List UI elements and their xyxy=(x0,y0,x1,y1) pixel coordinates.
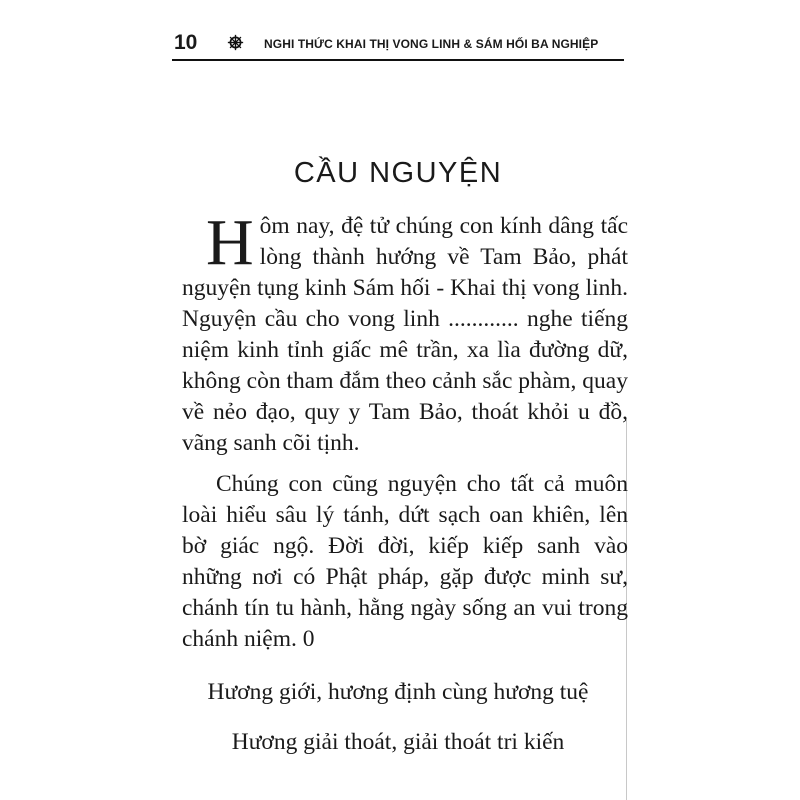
paragraph-1-text: ôm nay, đệ tử chúng con kính dâng tấc lòng thành hướng về Tam Bảo, phát nguyện tụng kinh Sám hối - Khai thị vong linh. Nguyện cầu cho vong linh ............ nghe tiếng niệm kinh tỉnh giấc mê trần, xa lìa đường dữ, không còn tham đắm theo cảnh sắc phàm, quay về nẻo đạo, quy y Tam Bảo, thoát khỏi u đồ, vãng sanh cõi tịnh. xyxy=(182,213,628,456)
page-number: 10 xyxy=(174,31,198,54)
header-divider xyxy=(172,59,624,61)
paragraph-2: Chúng con cũng nguyện cho tất cả muôn loài hiểu sâu lý tánh, dứt sạch oan khiên, lên bờ giác ngộ. Đời đời, kiếp kiếp sanh vào những nơi có Phật pháp, gặp được minh sư, chánh tín tu hành, hằng ngày sống an vui trong chánh niệm. 0 xyxy=(182,471,628,652)
drop-cap: H xyxy=(206,206,254,279)
paragraph-1 xyxy=(182,206,628,459)
running-title: NGHI THỨC KHAI THỊ VONG LINH & SÁM HỐI BA NGHIỆP xyxy=(264,37,599,51)
dharma-wheel-icon xyxy=(227,34,244,51)
verse-line-1: Hương giới, hương định cùng hương tuệ xyxy=(207,679,589,705)
page-header xyxy=(172,30,624,58)
body-text xyxy=(182,206,628,655)
verse-line-2: Hương giải thoát, giải thoát tri kiến xyxy=(231,729,565,755)
chapter-title: CẦU NGUYỆN xyxy=(293,157,503,190)
